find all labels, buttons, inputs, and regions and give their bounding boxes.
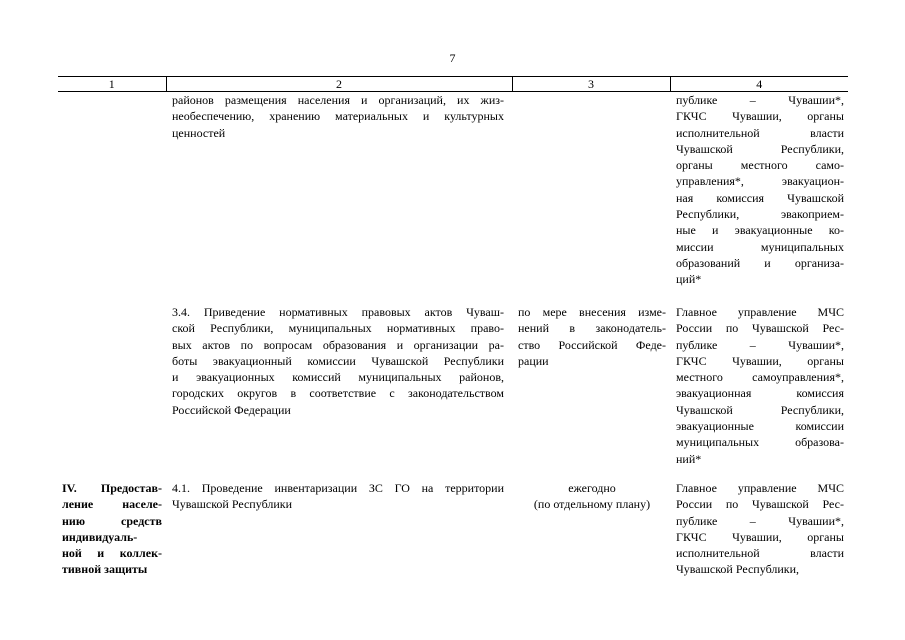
cell-line: (по отдельному плану)	[533, 497, 651, 512]
cell-line: ций*	[676, 272, 702, 287]
cell-line: тивной защиты	[62, 562, 148, 577]
column-number-row	[58, 77, 848, 92]
cell-line: управления*, эвакуацион-	[676, 174, 844, 189]
responsible-cell	[670, 92, 848, 305]
cell-line: индивидуаль-	[62, 529, 138, 544]
cell-line: Чувашской Республики,	[676, 402, 844, 417]
cell-line: ная комиссия Чувашской	[676, 190, 844, 205]
timing-cell	[512, 304, 670, 480]
cell-line: 3.4. Приведение нормативных правовых актов Чуваш-	[172, 305, 504, 319]
responsible-cell	[670, 480, 848, 580]
cell-line: эвакуационная комиссия	[676, 386, 844, 401]
column-number-1: 1	[58, 77, 166, 92]
table-row	[58, 304, 848, 480]
cell-line: ской Республики, муниципальных нормативных право-	[172, 321, 504, 336]
cell-line: городских округов в соответствие с законодательством	[172, 386, 504, 401]
cell-line: нений в законодатель-	[518, 321, 666, 336]
cell-line: ценностей	[172, 125, 226, 140]
cell-line: и эвакуационных комиссий муниципальных районов,	[172, 370, 504, 385]
measure-cell	[166, 92, 512, 305]
cell-line: ные и эвакуационные ко-	[676, 223, 844, 238]
column-number-4: 4	[670, 77, 848, 92]
cell-line: Главное управление МЧС	[676, 305, 844, 319]
cell-line: исполнительной власти	[676, 546, 844, 561]
cell-line: публике – Чувашии*,	[676, 93, 844, 107]
section-cell	[58, 480, 166, 580]
cell-line: эвакуационные комиссии	[676, 419, 844, 434]
page-number: 7	[449, 51, 456, 65]
section-cell	[58, 304, 166, 480]
measure-cell	[166, 304, 512, 480]
cell-line: Чувашской Республики,	[676, 141, 844, 156]
cell-line: миссии муниципальных	[676, 239, 844, 254]
plan-table	[58, 76, 848, 580]
cell-line: Российской Федерации	[172, 402, 291, 417]
cell-line: Главное управление МЧС	[676, 481, 844, 495]
cell-line: России по Чувашской Рес-	[676, 497, 844, 512]
responsible-cell	[670, 304, 848, 480]
cell-line: ной и коллек-	[62, 546, 162, 561]
cell-line: по мере внесения изме-	[518, 305, 666, 319]
cell-line: ГКЧС Чувашии, органы	[676, 353, 844, 368]
cell-line: публике – Чувашии*,	[676, 513, 844, 528]
cell-line: исполнительной власти	[676, 125, 844, 140]
cell-line: боты эвакуационный комиссии Чувашской Республики	[172, 353, 504, 368]
cell-line: муниципальных образова-	[676, 435, 844, 450]
cell-line: образований и организа-	[676, 255, 844, 270]
timing-cell	[512, 92, 670, 305]
cell-line: IV. Предостав-	[62, 481, 162, 495]
cell-line: органы местного само-	[676, 158, 844, 173]
cell-line: России по Чувашской Рес-	[676, 321, 844, 336]
cell-line: рации	[518, 353, 549, 368]
section-cell	[58, 92, 166, 305]
cell-line: Чувашской Республики,	[676, 562, 800, 577]
cell-line: вых актов по вопросам образования и организации ра-	[172, 337, 504, 352]
cell-line: Чувашской Республики	[172, 497, 293, 512]
cell-line: нию средств	[62, 513, 162, 528]
cell-line: ежегодно	[568, 481, 616, 495]
table-row	[58, 92, 848, 305]
cell-line: ний*	[676, 451, 702, 466]
column-number-2: 2	[166, 77, 512, 92]
cell-line: ство Российской Феде-	[518, 337, 666, 352]
measure-cell	[166, 480, 512, 580]
column-number-3: 3	[512, 77, 670, 92]
cell-line: ление населе-	[62, 497, 162, 512]
cell-line: местного самоуправления*,	[676, 370, 844, 385]
timing-cell	[512, 480, 670, 580]
cell-line: ГКЧС Чувашии, органы	[676, 109, 844, 124]
table-row	[58, 480, 848, 580]
cell-line: районов размещения населения и организаций, их жиз-	[172, 93, 504, 107]
cell-line: ГКЧС Чувашии, органы	[676, 529, 844, 544]
cell-line: публике – Чувашии*,	[676, 337, 844, 352]
cell-line: Республики, эвакоприем-	[676, 207, 844, 222]
cell-line: необеспечению, хранению материальных и культурных	[172, 109, 504, 124]
cell-line: 4.1. Проведение инвентаризации ЗС ГО на территории	[172, 481, 504, 495]
